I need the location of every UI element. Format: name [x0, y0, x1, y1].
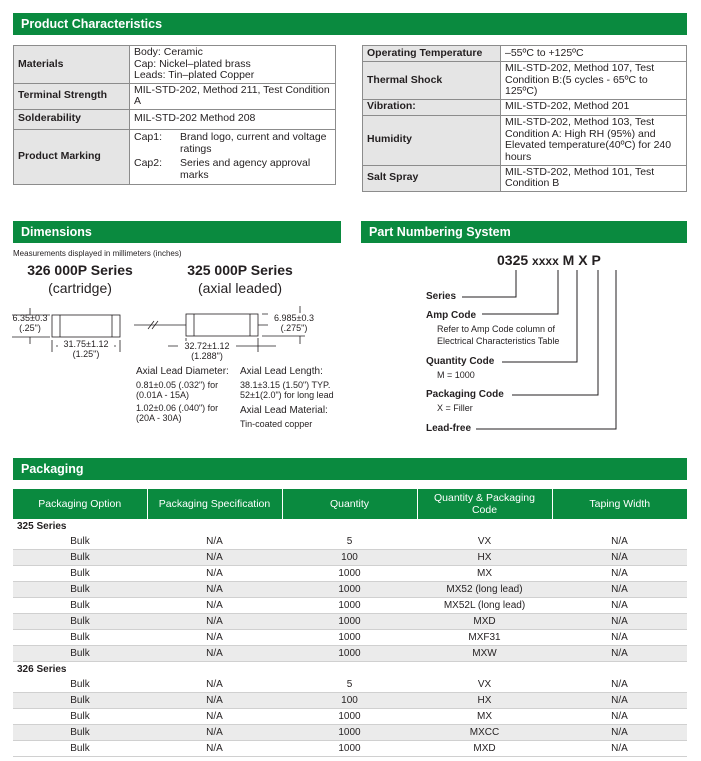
table-cell: N/A [552, 550, 687, 566]
code-prefix: 0325 [497, 252, 529, 268]
table-row [13, 550, 687, 566]
len-326-mm: 31.75±1.12 [63, 339, 109, 349]
cap2-key: Cap2: [134, 157, 163, 169]
materials-value [130, 46, 336, 84]
solderability-label: Solderability [14, 109, 130, 129]
table-row [13, 630, 687, 646]
table-cell: 1000 [282, 725, 417, 741]
table-cell: N/A [147, 677, 282, 693]
table-cell: N/A [147, 566, 282, 582]
table-row [13, 646, 687, 662]
len-325-mm: 32.72±1.12 [184, 341, 230, 351]
table-row [13, 709, 687, 725]
len-326-label [58, 339, 114, 359]
table-cell: Bulk [13, 646, 147, 662]
code-leadfree: P [591, 252, 601, 268]
characteristics-left-table [13, 45, 336, 185]
table-row [13, 725, 687, 741]
lead-length-title: Axial Lead Length: [240, 366, 323, 377]
product-marking-value [130, 129, 336, 184]
table-cell: 5 [282, 534, 417, 550]
lead-material-title: Axial Lead Material: [240, 405, 328, 416]
table-cell: 1000 [282, 614, 417, 630]
table-cell: MX52 (long lead) [417, 582, 552, 598]
label-quantity-code: Quantity Code [426, 356, 495, 367]
lead-diameter-line: 1.02±0.06 (.040") for [136, 403, 219, 413]
table-cell: N/A [147, 598, 282, 614]
vibration-value: MIL-STD-202, Method 201 [501, 99, 687, 115]
table-cell: N/A [147, 582, 282, 598]
table-cell: N/A [147, 693, 282, 709]
table-row [13, 598, 687, 614]
lead-length-line: 52±1(2.0") for long lead [240, 390, 334, 400]
lead-diameter-block [136, 367, 236, 423]
table-cell: Bulk [13, 677, 147, 693]
table-row [13, 566, 687, 582]
table-cell: Bulk [13, 725, 147, 741]
packaging-header: Packaging [13, 458, 687, 480]
cap2-value: Series and agency approval marks [180, 157, 311, 181]
lead-diameter-title: Axial Lead Diameter: [136, 366, 229, 377]
code-pkg: X [578, 252, 588, 268]
lead-diameter-line: 0.81±0.05 (.032") for [136, 380, 219, 390]
group-326-label: 326 Series [17, 664, 67, 675]
materials-label: Materials [14, 46, 130, 84]
label-lead-free: Lead-free [426, 423, 472, 434]
humidity-value: MIL-STD-202, Method 103, Test Condition A: High RH (95%) and Elevated temperature(40ºC) for 240 hours [501, 115, 687, 165]
table-cell: 5 [282, 677, 417, 693]
table-cell: N/A [552, 630, 687, 646]
table-cell: N/A [552, 614, 687, 630]
table-cell: 100 [282, 550, 417, 566]
table-cell: N/A [552, 566, 687, 582]
table-cell: N/A [552, 646, 687, 662]
operating-temp-label: Operating Temperature [363, 46, 501, 62]
table-cell: N/A [552, 677, 687, 693]
len-325-label [178, 341, 236, 361]
table-cell: MXCC [417, 725, 552, 741]
len-325-in: (1.288") [191, 351, 223, 361]
table-cell: VX [417, 677, 552, 693]
table-cell: HX [417, 693, 552, 709]
table-cell: 1000 [282, 646, 417, 662]
table-cell: HX [417, 550, 552, 566]
table-cell: MX [417, 709, 552, 725]
humidity-label: Humidity [363, 115, 501, 165]
table-cell: MX52L (long lead) [417, 598, 552, 614]
table-cell: N/A [552, 534, 687, 550]
table-row [13, 741, 687, 757]
table-cell: VX [417, 534, 552, 550]
col-qty-pkg-code: Quantity & Packaging Code [417, 489, 552, 519]
cap1-value: Brand logo, current and voltage ratings [180, 131, 327, 155]
lead-diameter-line: (20A - 30A) [136, 413, 182, 423]
terminal-strength-value: MIL-STD-202, Method 211, Test Condition A [130, 83, 336, 109]
group-326 [13, 662, 687, 678]
table-cell: 1000 [282, 709, 417, 725]
table-cell: Bulk [13, 614, 147, 630]
dia-326-in: (.25") [19, 323, 41, 333]
salt-spray-value: MIL-STD-202, Method 101, Test Condition B [501, 165, 687, 191]
code-qty: M [562, 252, 575, 268]
table-cell: Bulk [13, 550, 147, 566]
table-cell: MXD [417, 614, 552, 630]
measurement-note: Measurements displayed in millimeters (inches) [13, 249, 182, 258]
table-cell: N/A [552, 725, 687, 741]
label-series: Series [426, 291, 457, 302]
table-cell: Bulk [13, 693, 147, 709]
materials-line: Body: Ceramic [134, 46, 203, 58]
len-326-in: (1.25") [72, 349, 100, 359]
table-cell: 1000 [282, 630, 417, 646]
series-326-name: 000P Series [50, 262, 133, 278]
table-cell: Bulk [13, 709, 147, 725]
packaging-table [13, 489, 687, 757]
col-packaging-option: Packaging Option [13, 489, 147, 519]
solderability-value: MIL-STD-202 Method 208 [130, 109, 336, 129]
table-cell: MXF31 [417, 630, 552, 646]
materials-line: Leads: Tin–plated Copper [134, 69, 255, 81]
amp-code-desc: Refer to Amp Code column of Electrical Characteristics Table [437, 324, 560, 346]
lead-diameter-line: (0.01A - 15A) [136, 390, 190, 400]
lead-material-value: Tin-coated copper [240, 419, 313, 429]
table-cell: N/A [147, 614, 282, 630]
packaging-code-desc: X = Filler [437, 403, 473, 413]
series-326-subtitle: (cartridge) [48, 280, 112, 296]
table-cell: Bulk [13, 582, 147, 598]
dia-326-label [8, 313, 52, 333]
dia-326-mm: 6.35±0.3 [12, 313, 48, 323]
materials-line: Cap: Nickel–plated brass [134, 57, 251, 70]
lead-length-block [240, 367, 341, 429]
series-325-number: 325 [187, 262, 211, 278]
table-cell: Bulk [13, 534, 147, 550]
code-amp: xxxx [532, 254, 559, 268]
thermal-shock-label: Thermal Shock [363, 62, 501, 100]
table-cell: N/A [552, 582, 687, 598]
series-326-title [20, 262, 140, 279]
table-cell: N/A [552, 709, 687, 725]
series-325-title [180, 262, 300, 279]
part-numbering-header: Part Numbering System [361, 221, 687, 243]
label-packaging-code: Packaging Code [426, 389, 504, 400]
series-325-subtitle: (axial leaded) [197, 280, 283, 296]
table-cell: N/A [552, 598, 687, 614]
series-325-name: 000P Series [210, 262, 293, 278]
col-packaging-spec: Packaging Specification [147, 489, 282, 519]
table-cell: Bulk [13, 630, 147, 646]
terminal-strength-label: Terminal Strength [14, 83, 130, 109]
table-cell: 1000 [282, 566, 417, 582]
product-marking-label: Product Marking [14, 129, 130, 184]
table-cell: MXD [417, 741, 552, 757]
quantity-code-desc: M = 1000 [437, 370, 475, 380]
table-cell: N/A [147, 646, 282, 662]
table-cell: N/A [147, 741, 282, 757]
table-cell: Bulk [13, 566, 147, 582]
table-cell: N/A [147, 725, 282, 741]
group-325-label: 325 Series [17, 521, 67, 532]
table-cell: N/A [552, 741, 687, 757]
thermal-shock-value: MIL-STD-202, Method 107, Test Condition B:(5 cycles - 65ºC to 125ºC) [501, 62, 687, 100]
table-cell: Bulk [13, 741, 147, 757]
part-number-connectors [420, 262, 680, 442]
dia-325-mm: 6.985±0.3 [274, 313, 314, 323]
table-cell: 1000 [282, 598, 417, 614]
salt-spray-label: Salt Spray [363, 165, 501, 191]
table-row [13, 693, 687, 709]
dia-325-in: (.275") [280, 323, 308, 333]
group-325 [13, 519, 687, 534]
col-quantity: Quantity [282, 489, 417, 519]
table-row [13, 677, 687, 693]
characteristics-right-table [362, 45, 687, 192]
operating-temp-value: –55ºC to +125ºC [501, 46, 687, 62]
table-cell: 1000 [282, 582, 417, 598]
dia-325-label [268, 313, 320, 333]
vibration-label: Vibration: [363, 99, 501, 115]
table-cell: N/A [147, 550, 282, 566]
label-amp-code: Amp Code [426, 310, 476, 321]
table-cell: 100 [282, 693, 417, 709]
table-cell: N/A [147, 630, 282, 646]
dimensions-header: Dimensions [13, 221, 341, 243]
table-cell: MXW [417, 646, 552, 662]
table-row [13, 534, 687, 550]
packaging-header-row [13, 489, 687, 519]
table-cell: N/A [147, 709, 282, 725]
table-cell: 1000 [282, 741, 417, 757]
table-cell: N/A [552, 693, 687, 709]
table-row [13, 582, 687, 598]
cap1-key: Cap1: [134, 131, 163, 143]
table-row [13, 614, 687, 630]
table-cell: Bulk [13, 598, 147, 614]
series-326-number: 326 [27, 262, 51, 278]
lead-length-line: 38.1±3.15 (1.50") TYP. [240, 380, 331, 390]
table-cell: MX [417, 566, 552, 582]
col-taping-width: Taping Width [552, 489, 687, 519]
table-cell: N/A [147, 534, 282, 550]
product-characteristics-header: Product Characteristics [13, 13, 687, 35]
